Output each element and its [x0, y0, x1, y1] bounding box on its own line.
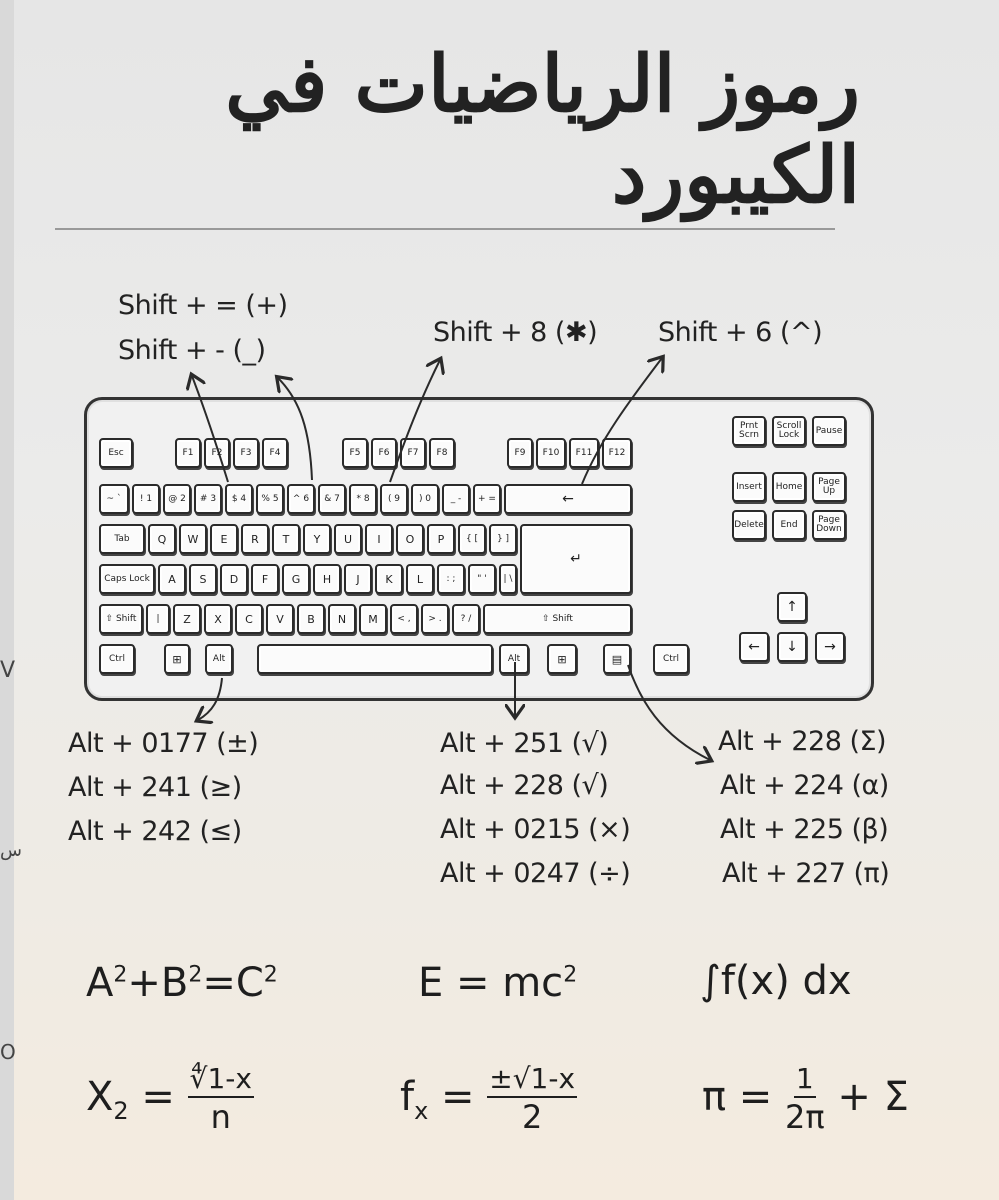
key-backtick: ~ `: [99, 484, 129, 514]
formula-pythagoras: $A^2+B^2=C^2$: [86, 960, 278, 1006]
arrow-shift-6: [582, 358, 662, 484]
arrow-shift-plus: [192, 376, 228, 482]
key-f2: F2: [204, 438, 230, 468]
key-equals: + =: [473, 484, 501, 514]
shortcut-shift-8: Shift + 8 (✱): [433, 317, 598, 348]
key-backslash: | \: [499, 564, 517, 594]
key-8: * 8: [349, 484, 377, 514]
key-scroll-lock: Scroll Lock: [772, 416, 806, 446]
key-right-alt: Alt: [499, 644, 529, 674]
key-right-shift: ⇧ Shift: [483, 604, 632, 634]
alt-left-3: Alt + 242 (≤): [68, 816, 242, 847]
key-u: U: [334, 524, 362, 554]
key-f7: F7: [400, 438, 426, 468]
key-open-bracket: { [: [458, 524, 486, 554]
key-m: M: [359, 604, 387, 634]
alt-left-2: Alt + 241 (≥): [68, 772, 242, 803]
key-e: E: [210, 524, 238, 554]
key-backspace: ←: [504, 484, 632, 514]
key-caps-lock: Caps Lock: [99, 564, 155, 594]
key-y: Y: [303, 524, 331, 554]
alt-right-3: Alt + 225 (β): [720, 814, 889, 845]
key-left-ctrl: Ctrl: [99, 644, 135, 674]
key-semicolon: : ;: [437, 564, 465, 594]
key-5: % 5: [256, 484, 284, 514]
key-l: L: [406, 564, 434, 594]
key-f5: F5: [342, 438, 368, 468]
key-page-down: Page Down: [812, 510, 846, 540]
alt-mid-1: Alt + 251 (√): [440, 728, 609, 759]
key-o: O: [396, 524, 424, 554]
key-close-bracket: } ]: [489, 524, 517, 554]
key-left-win: ⊞: [164, 644, 190, 674]
alt-right-1: Alt + 228 (Σ): [718, 726, 887, 757]
key-a: A: [158, 564, 186, 594]
key-arrow-up: ↑: [777, 592, 807, 622]
key-v: V: [266, 604, 294, 634]
key-slash: ? /: [452, 604, 480, 634]
key-arrow-right: →: [815, 632, 845, 662]
key-quote: " ': [468, 564, 496, 594]
side-mark-o: O: [0, 1040, 16, 1064]
key-menu: ▤: [603, 644, 631, 674]
key-f1: F1: [175, 438, 201, 468]
key-right-win: ⊞: [547, 644, 577, 674]
formula-einstein: $E = mc^2$: [418, 960, 578, 1006]
key-f12: F12: [602, 438, 632, 468]
key-p: P: [427, 524, 455, 554]
key-minus: _ -: [442, 484, 470, 514]
arrow-left-alt: [198, 678, 222, 720]
key-1: ! 1: [132, 484, 160, 514]
alt-mid-3: Alt + 0215 (×): [440, 814, 631, 845]
key-4: $ 4: [225, 484, 253, 514]
key-s: S: [189, 564, 217, 594]
key-pause: Pause: [812, 416, 846, 446]
key-page-up: Page Up: [812, 472, 846, 502]
key-comma: < ,: [390, 604, 418, 634]
key-2: @ 2: [163, 484, 191, 514]
arrow-shift-8: [390, 360, 440, 482]
key-arrow-left: ←: [739, 632, 769, 662]
formula-pi: π = $\frac{1}{2\pi}$ + Σ: [702, 1062, 909, 1136]
key-k: K: [375, 564, 403, 594]
key-t: T: [272, 524, 300, 554]
key-7: & 7: [318, 484, 346, 514]
key-f3: F3: [233, 438, 259, 468]
key-right-ctrl: Ctrl: [653, 644, 689, 674]
side-mark-v: V: [0, 658, 16, 683]
key-arrow-down: ↓: [777, 632, 807, 662]
key-f6: F6: [371, 438, 397, 468]
key-f10: F10: [536, 438, 566, 468]
key-pipe: |: [146, 604, 170, 634]
key-z: Z: [173, 604, 201, 634]
key-g: G: [282, 564, 310, 594]
key-h: H: [313, 564, 341, 594]
alt-mid-2: Alt + 228 (√): [440, 770, 609, 801]
key-0: ) 0: [411, 484, 439, 514]
alt-right-2: Alt + 224 (α): [720, 770, 889, 801]
key-i: I: [365, 524, 393, 554]
key-end: End: [772, 510, 806, 540]
key-delete: Delete: [732, 510, 766, 540]
key-9: ( 9: [380, 484, 408, 514]
alt-right-4: Alt + 227 (π): [722, 858, 890, 889]
key-left-shift: ⇧ Shift: [99, 604, 143, 634]
key-f8: F8: [429, 438, 455, 468]
arrow-menu-key: [628, 665, 710, 760]
arrow-shift-minus: [278, 378, 312, 480]
shortcut-shift-minus: Shift + - (_): [118, 335, 266, 366]
key-n: N: [328, 604, 356, 634]
key-q: Q: [148, 524, 176, 554]
key-left-alt: Alt: [205, 644, 233, 674]
key-j: J: [344, 564, 372, 594]
key-r: R: [241, 524, 269, 554]
key-enter: ↵: [520, 524, 632, 594]
key-esc: Esc: [99, 438, 133, 468]
side-mark-seen: س: [0, 840, 22, 861]
key-w: W: [179, 524, 207, 554]
key-period: > .: [421, 604, 449, 634]
formula-x2: $X_2$ = $\frac{∜1-x}{n}$: [86, 1062, 252, 1136]
key-f: F: [251, 564, 279, 594]
key-tab: Tab: [99, 524, 145, 554]
formula-integral: ∫f(x) dx: [700, 958, 852, 1004]
alt-left-1: Alt + 0177 (±): [68, 728, 259, 759]
key-b: B: [297, 604, 325, 634]
key-x: X: [204, 604, 232, 634]
shortcut-shift-6: Shift + 6 (^): [658, 317, 823, 348]
shortcut-shift-plus: Shift + = (+): [118, 290, 288, 321]
formula-fx: $f_x$ = $\frac{\pm√1-x}{2}$: [400, 1062, 576, 1136]
key-f9: F9: [507, 438, 533, 468]
key-print-screen: Prnt Scrn: [732, 416, 766, 446]
page-title: رموز الرياضيات في الكيبورد: [225, 39, 860, 221]
key-f4: F4: [262, 438, 288, 468]
key-home: Home: [772, 472, 806, 502]
alt-mid-4: Alt + 0247 (÷): [440, 858, 631, 889]
key-insert: Insert: [732, 472, 766, 502]
key-6: ^ 6: [287, 484, 315, 514]
key-c: C: [235, 604, 263, 634]
key-3: # 3: [194, 484, 222, 514]
key-d: D: [220, 564, 248, 594]
key-f11: F11: [569, 438, 599, 468]
